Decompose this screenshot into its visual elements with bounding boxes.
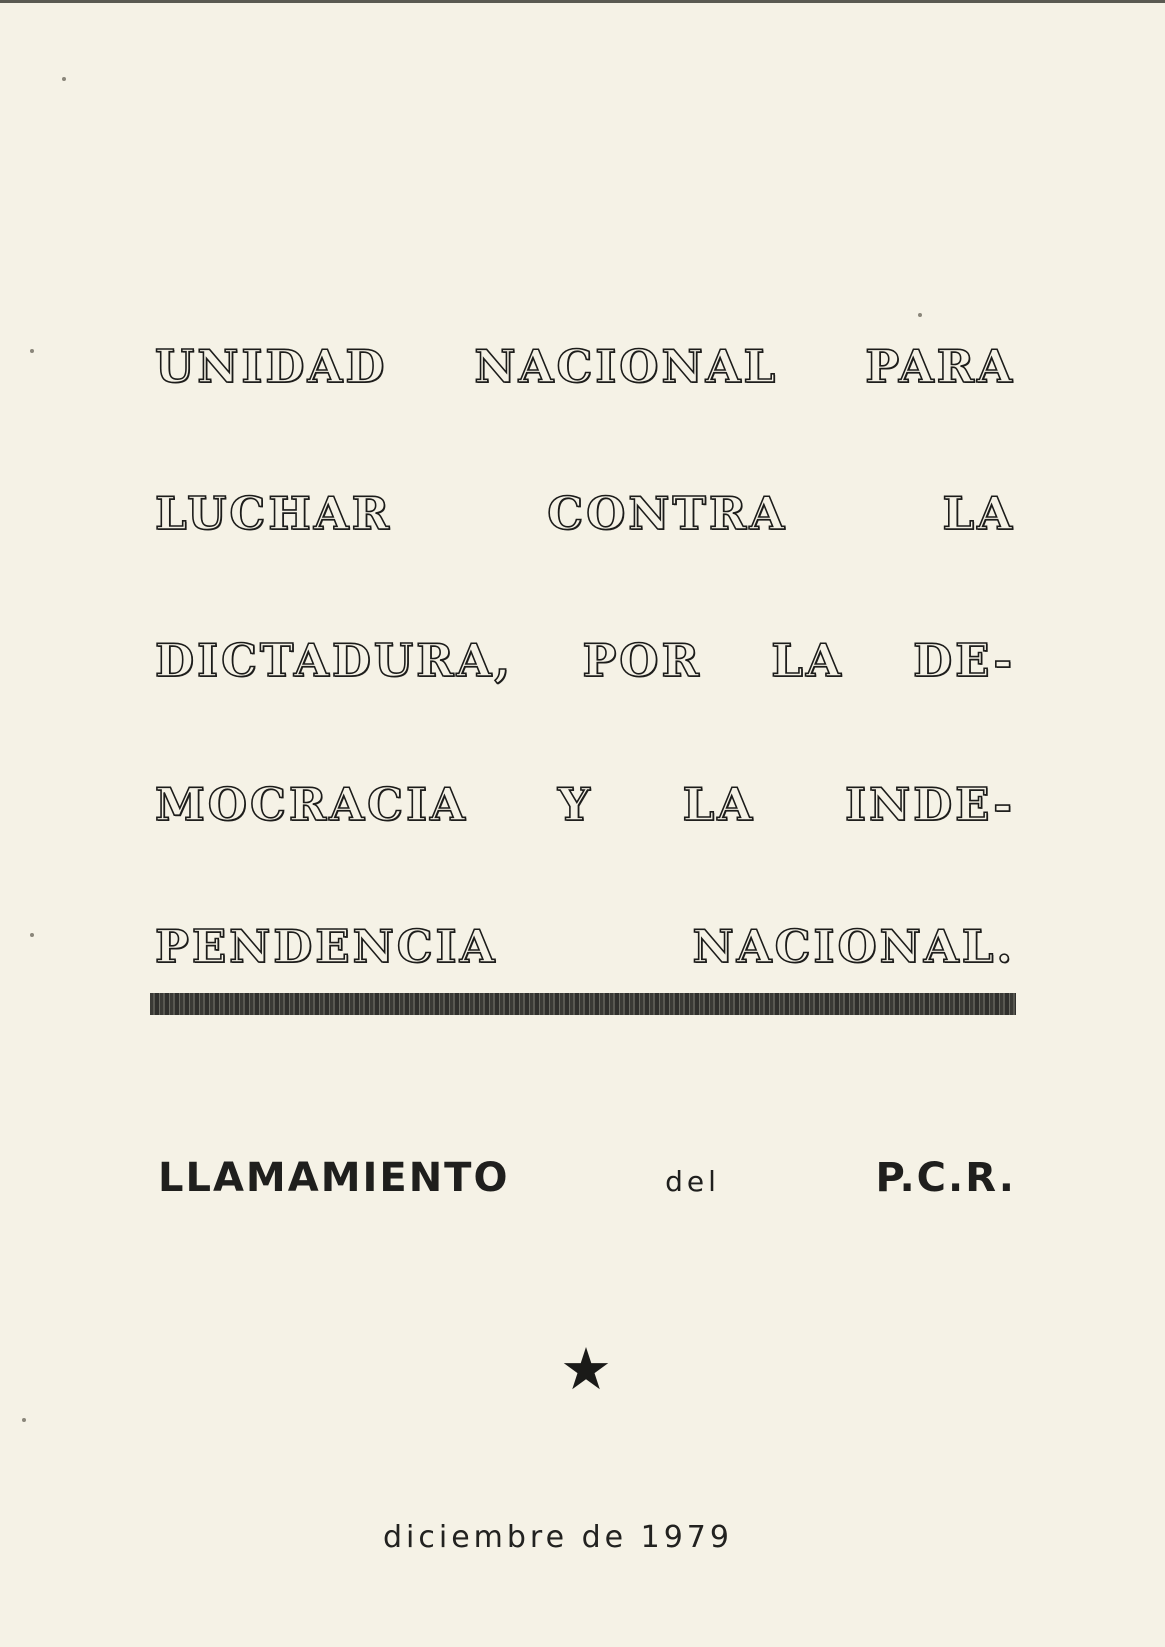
subtitle-connector: del: [665, 1165, 720, 1198]
title-line-5: [155, 920, 1015, 973]
title-word: NACIONAL: [474, 340, 779, 393]
title-word: LA: [942, 487, 1015, 540]
paper-speck: [22, 1418, 26, 1422]
title-line-1: [155, 340, 1015, 393]
paper-speck: [30, 349, 34, 353]
title-word: UNIDAD: [155, 340, 388, 393]
subtitle: [158, 1155, 1016, 1201]
subtitle-main: LLAMAMIENTO: [158, 1155, 510, 1201]
title-word: NACIONAL.: [692, 920, 1015, 973]
title-word: LUCHAR: [155, 487, 393, 540]
title-word: POR: [582, 634, 702, 687]
subtitle-party: P.C.R.: [875, 1155, 1016, 1201]
title-word: DE-: [913, 634, 1015, 687]
title-word: PARA: [865, 340, 1015, 393]
title-word: CONTRA: [547, 487, 788, 540]
publication-date: diciembre de 1979: [383, 1520, 733, 1555]
title-underline-rule: [150, 993, 1016, 1015]
page-top-edge: [0, 0, 1165, 3]
title-word: DICTADURA,: [155, 634, 514, 687]
title-line-4: [155, 778, 1015, 831]
title-word: MOCRACIA: [155, 778, 468, 831]
title-word: LA: [771, 634, 844, 687]
title-word: LA: [682, 778, 756, 831]
title-line-2: [155, 487, 1015, 540]
paper-speck: [30, 933, 34, 937]
title-word: INDE-: [844, 778, 1015, 831]
paper-speck: [918, 313, 922, 317]
title-line-3: [155, 634, 1015, 687]
title-word: Y: [557, 778, 593, 831]
star-icon: ★: [560, 1335, 612, 1403]
paper-speck: [62, 77, 66, 81]
title-word: PENDENCIA: [155, 920, 498, 973]
